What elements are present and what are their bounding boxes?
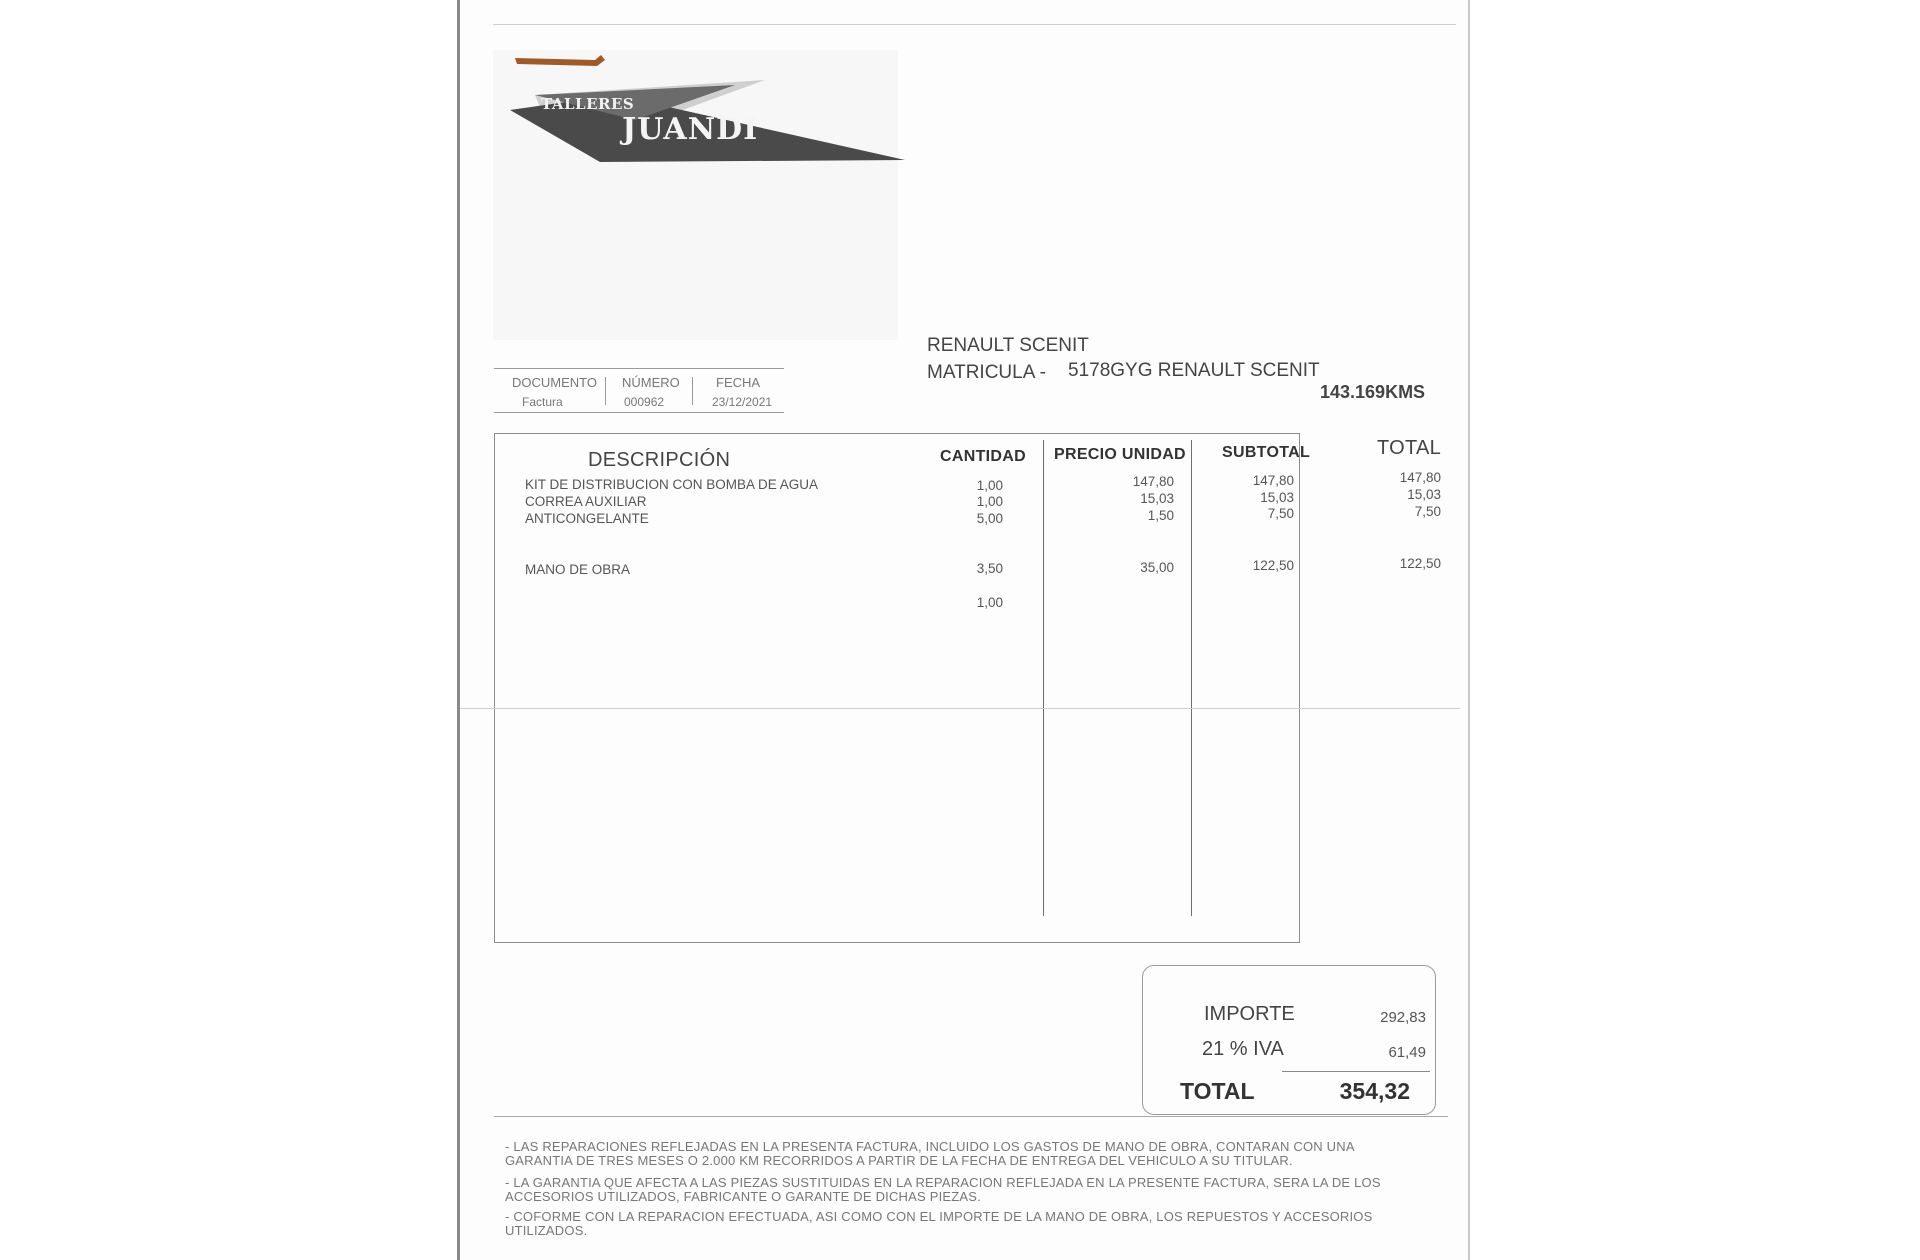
importe-label: IMPORTE bbox=[1204, 1003, 1295, 1025]
row-subtotal: 147,80 bbox=[1252, 473, 1294, 488]
row-unit-price: 147,80 bbox=[1132, 474, 1174, 489]
row-quantity: 5,00 bbox=[976, 511, 1003, 526]
row-subtotal: 7,50 bbox=[1267, 506, 1294, 521]
row-description: ANTICONGELANTE bbox=[525, 511, 649, 526]
row-total: 147,80 bbox=[1399, 470, 1441, 485]
top-divider bbox=[493, 24, 1456, 25]
header-total: TOTAL bbox=[1377, 437, 1442, 459]
vehicle-model: RENAULT SCENIT bbox=[927, 335, 1089, 356]
logo-text-talleres: TALLERES bbox=[541, 95, 635, 113]
row-total: 122,50 bbox=[1399, 556, 1441, 571]
row-unit-price: 35,00 bbox=[1140, 560, 1174, 575]
row-quantity: 1,00 bbox=[976, 478, 1003, 493]
header-quantity: CANTIDAD bbox=[940, 448, 1026, 465]
header-subtotal: SUBTOTAL bbox=[1222, 444, 1311, 461]
row-description: MANO DE OBRA bbox=[525, 562, 631, 577]
warranty-note: - LA GARANTIA QUE AFECTA A LAS PIEZAS SUSTITUIDAS EN LA REPARACION REFLEJADA EN LA PRESENTE FACTURA, SERA LA DE LOS ACCESORIOS UTILIZADOS, FABRICANTE O GARANTE DE DICHAS PIEZAS. bbox=[505, 1175, 1381, 1204]
iva-value: 61,49 bbox=[1388, 1044, 1426, 1061]
importe-value: 292,83 bbox=[1380, 1009, 1426, 1026]
document-info bbox=[494, 368, 784, 413]
total-divider bbox=[1282, 1071, 1430, 1072]
vehicle-plate-label: MATRICULA - bbox=[927, 362, 1046, 383]
footer-divider bbox=[494, 1116, 1448, 1117]
grand-total-value: 354,32 bbox=[1339, 1078, 1410, 1104]
logo-text-juandi: JUANDI bbox=[622, 112, 759, 147]
row-total: 15,03 bbox=[1407, 487, 1441, 502]
row-unit-price: 1,50 bbox=[1147, 508, 1174, 523]
header-unit-price: PRECIO UNIDAD bbox=[1054, 446, 1186, 463]
conformity-note: - COFORME CON LA REPARACION EFECTUADA, ASI COMO CON EL IMPORTE DE LA MANO DE OBRA, LOS REPUESTOS Y ACCESORIOS UTILIZADOS. bbox=[505, 1209, 1373, 1238]
row-total: 7,50 bbox=[1414, 504, 1441, 519]
row-quantity: 3,50 bbox=[976, 561, 1003, 576]
column-divider bbox=[1191, 440, 1192, 916]
doc-separator bbox=[605, 377, 606, 405]
row-subtotal: 15,03 bbox=[1260, 490, 1294, 505]
date-value: 23/12/2021 bbox=[712, 395, 773, 409]
row-quantity: 1,00 bbox=[976, 494, 1003, 509]
row-subtotal: 122,50 bbox=[1252, 558, 1294, 573]
row-unit-price: 15,03 bbox=[1140, 491, 1174, 506]
column-divider bbox=[1043, 440, 1044, 916]
iva-label: 21 % IVA bbox=[1202, 1038, 1284, 1060]
vehicle-kms: 143.169KMS bbox=[1320, 382, 1426, 402]
warranty-note: - LAS REPARACIONES REFLEJADAS EN LA PRESENTA FACTURA, INCLUIDO LOS GASTOS DE MANO DE OBRA, CONTARAN CON UNA GARANTIA DE TRES MESES O 2.000 KM RECORRIDOS A PARTIR DE LA FECHA DE ENTREGA DEL VEHICULO A SU TITULAR. bbox=[505, 1139, 1355, 1168]
header-description: DESCRIPCIÓN bbox=[588, 449, 731, 471]
doc-label: DOCUMENTO bbox=[512, 375, 597, 390]
number-label: NÚMERO bbox=[622, 375, 680, 390]
vehicle-plate-value: 5178GYG RENAULT SCENIT bbox=[1068, 360, 1320, 381]
grand-total-label: TOTAL bbox=[1180, 1078, 1255, 1104]
line-items-table bbox=[494, 433, 1300, 943]
number-value: 000962 bbox=[624, 395, 665, 409]
doc-value: Factura bbox=[522, 395, 563, 409]
date-label: FECHA bbox=[716, 375, 761, 390]
number-separator bbox=[692, 377, 693, 405]
logo-wrench-shape bbox=[515, 55, 605, 66]
paper-fold bbox=[460, 708, 1460, 709]
row-quantity: 1,00 bbox=[976, 595, 1003, 610]
row-description: CORREA AUXILIAR bbox=[525, 494, 647, 509]
row-description: KIT DE DISTRIBUCION CON BOMBA DE AGUA bbox=[525, 477, 819, 492]
